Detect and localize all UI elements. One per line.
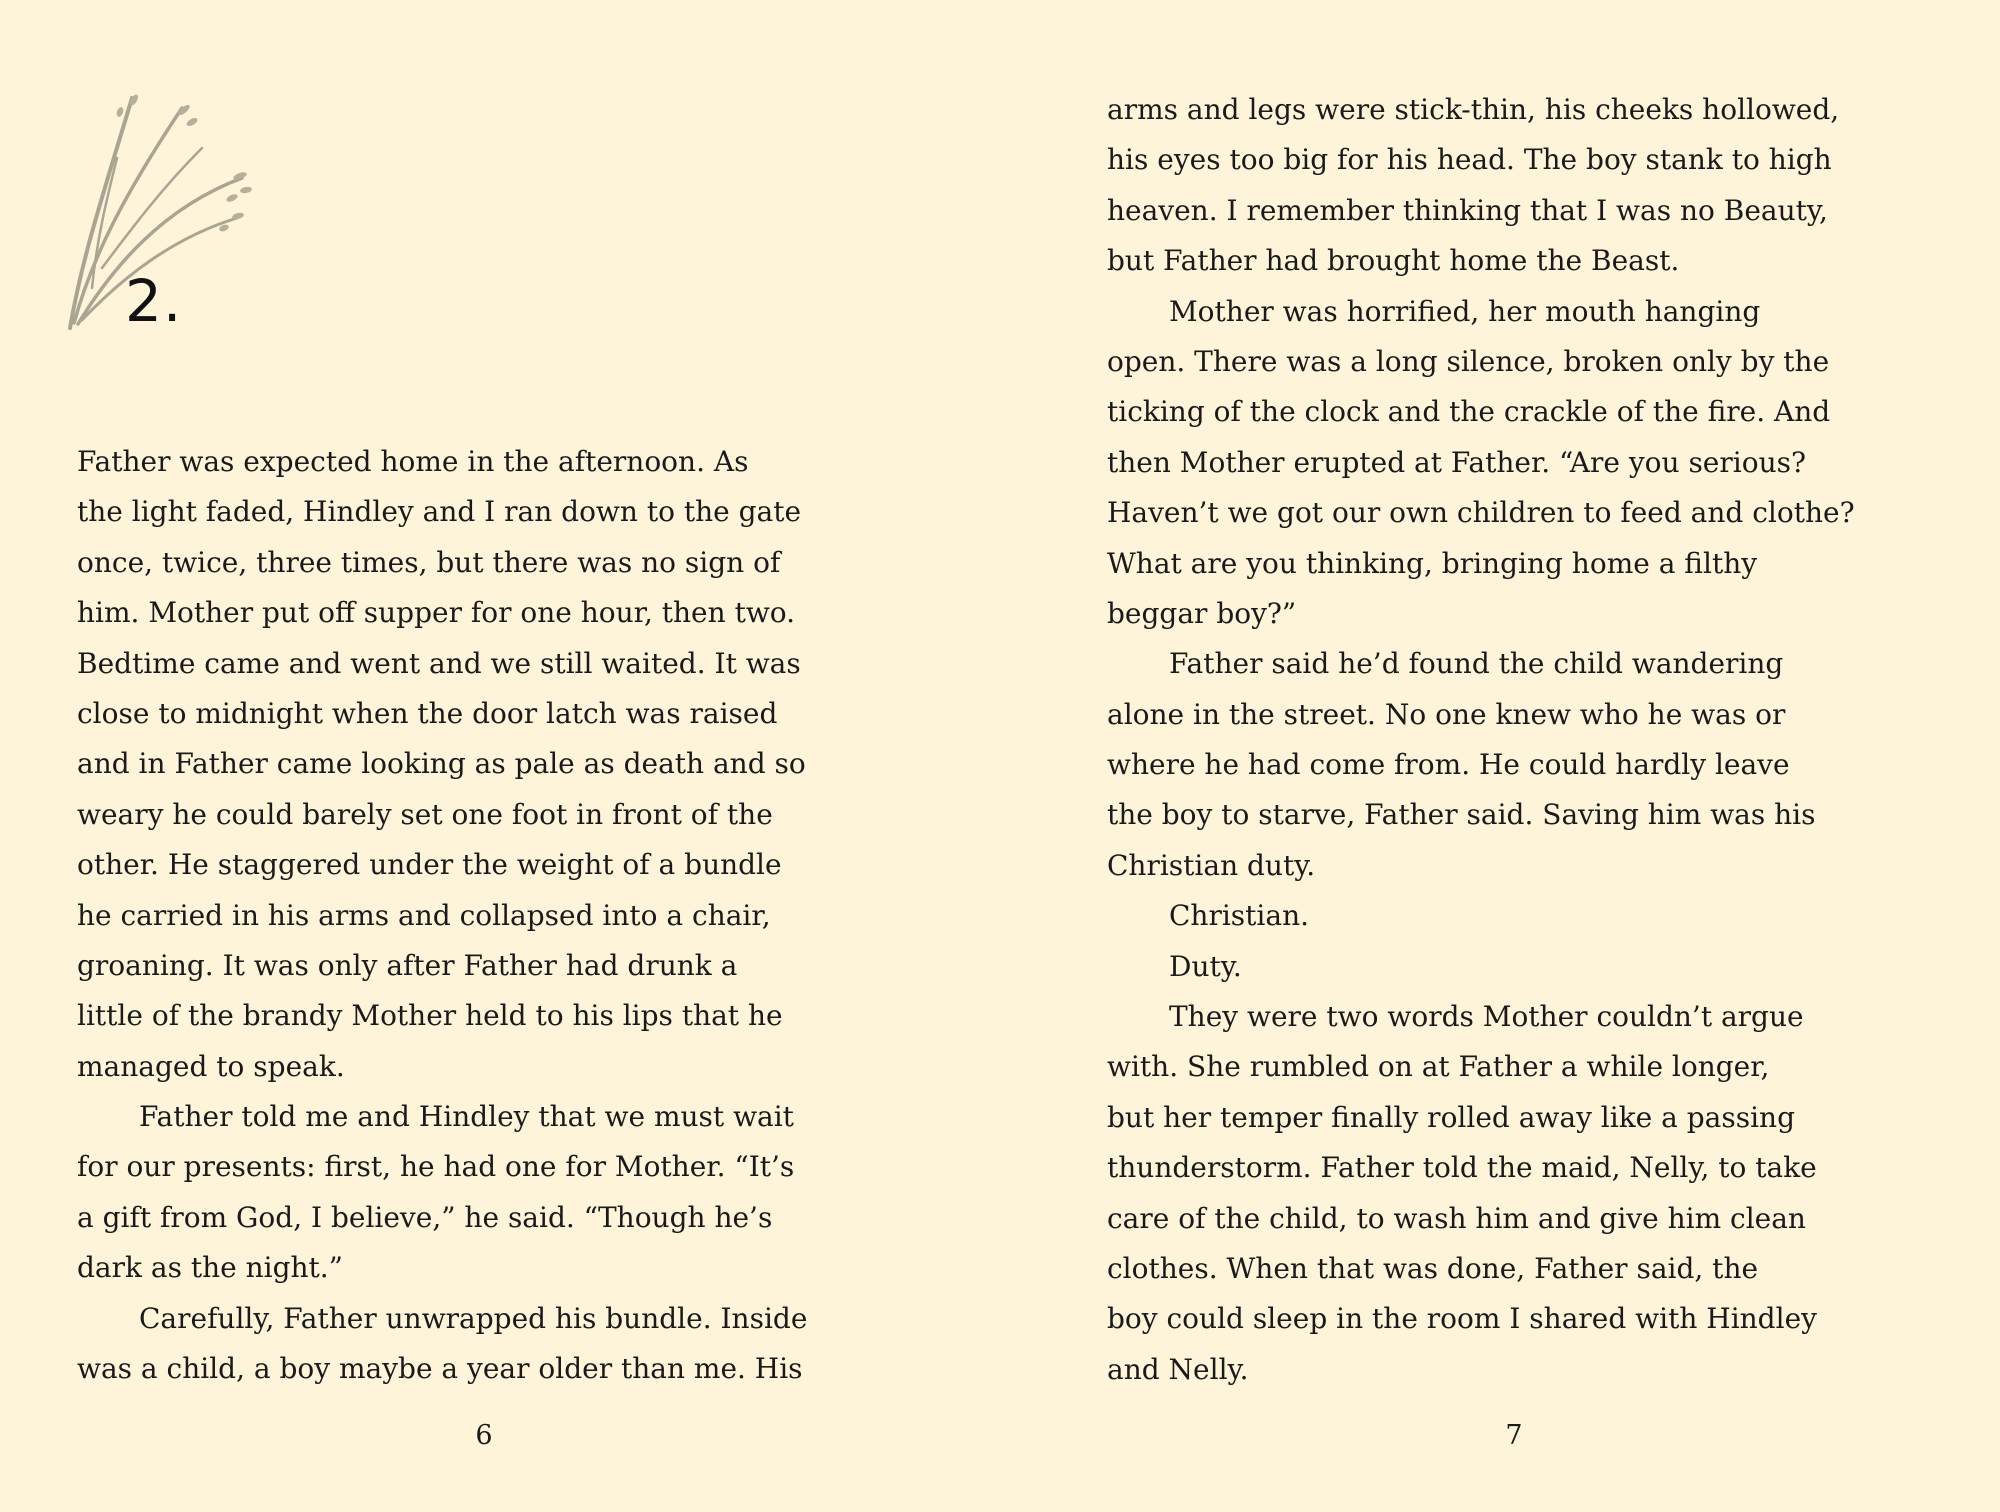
text-line: clothes. When that was done, Father said, the	[1107, 1251, 1759, 1285]
text-line: care of the child, to wash him and give him clean	[1107, 1201, 1806, 1235]
text-line: alone in the street. No one knew who he was or	[1107, 697, 1786, 731]
text-line: once, twice, three times, but there was no sign of	[77, 545, 781, 579]
text-line: beggar boy?”	[1107, 596, 1297, 630]
text-line: Father was expected home in the afternoon. As	[77, 445, 749, 478]
right-page-text	[1107, 85, 1855, 1395]
text-line: for our presents: first, he had one for Mother. “It’s	[77, 1150, 795, 1184]
text-line: with. She rumbled on at Father a while longer,	[1107, 1050, 1770, 1084]
text-line: and Nelly.	[1107, 1352, 1249, 1386]
text-line: Haven’t we got our own children to feed and clothe?	[1107, 496, 1855, 530]
text-line: weary he could barely set one foot in front of the	[77, 797, 773, 831]
text-line: groaning. It was only after Father had drunk a	[77, 948, 738, 982]
right-page	[1000, 0, 2000, 1512]
text-line: heaven. I remember thinking that I was no Beauty,	[1107, 193, 1828, 227]
text-line: Christian.	[1169, 899, 1309, 933]
text-line: but Father had brought home the Beast.	[1107, 244, 1680, 278]
text-line: managed to speak.	[77, 1049, 345, 1083]
page-number: 7	[1505, 1420, 1523, 1451]
text-line: open. There was a long silence, broken only by the	[1107, 344, 1830, 378]
left-page-text	[77, 437, 807, 1394]
text-line: was a child, a boy maybe a year older than me. His	[77, 1352, 803, 1386]
text-line: dark as the night.”	[77, 1251, 343, 1285]
text-line: ticking of the clock and the crackle of the fire. And	[1107, 395, 1831, 429]
text-line: arms and legs were stick-thin, his cheeks hollowed,	[1107, 93, 1840, 126]
text-line: Mother was horrified, her mouth hanging	[1169, 294, 1761, 328]
text-line: other. He staggered under the weight of a bundle	[77, 848, 782, 882]
chapter-number: 2.	[125, 267, 183, 335]
text-line: Duty.	[1169, 949, 1242, 983]
text-line: but her temper finally rolled away like a passing	[1107, 1100, 1796, 1134]
text-line: Carefully, Father unwrapped his bundle. Inside	[139, 1301, 808, 1335]
text-line: where he had come from. He could hardly leave	[1107, 748, 1790, 782]
page-number: 6	[475, 1420, 493, 1451]
text-line: What are you thinking, bringing home a filthy	[1107, 546, 1758, 580]
text-line: thunderstorm. Father told the maid, Nelly, to take	[1107, 1151, 1817, 1185]
text-line: his eyes too big for his head. The boy stank to high	[1107, 143, 1832, 177]
text-line: Father told me and Hindley that we must wait	[139, 1100, 794, 1134]
text-line: close to midnight when the door latch was raised	[77, 696, 778, 730]
text-line: then Mother erupted at Father. “Are you serious?	[1107, 445, 1806, 479]
text-line: Bedtime came and went and we still waited. It was	[77, 646, 801, 680]
text-line: Christian duty.	[1107, 848, 1316, 882]
text-line: the boy to starve, Father said. Saving him was his	[1107, 798, 1816, 832]
text-line: little of the brandy Mother held to his lips that he	[77, 999, 783, 1033]
text-line: a gift from God, I believe,” he said. “Though he’s	[77, 1200, 773, 1234]
text-line: him. Mother put off supper for one hour, then two.	[77, 596, 796, 630]
text-line: boy could sleep in the room I shared with Hindley	[1107, 1302, 1817, 1336]
text-line: he carried in his arms and collapsed into a chair,	[77, 898, 771, 932]
text-line: and in Father came looking as pale as death and so	[77, 747, 806, 781]
text-line: Father said he’d found the child wandering	[1169, 647, 1784, 681]
text-line: the light faded, Hindley and I ran down to the gate	[77, 495, 802, 529]
text-line: They were two words Mother couldn’t argue	[1169, 1000, 1804, 1034]
